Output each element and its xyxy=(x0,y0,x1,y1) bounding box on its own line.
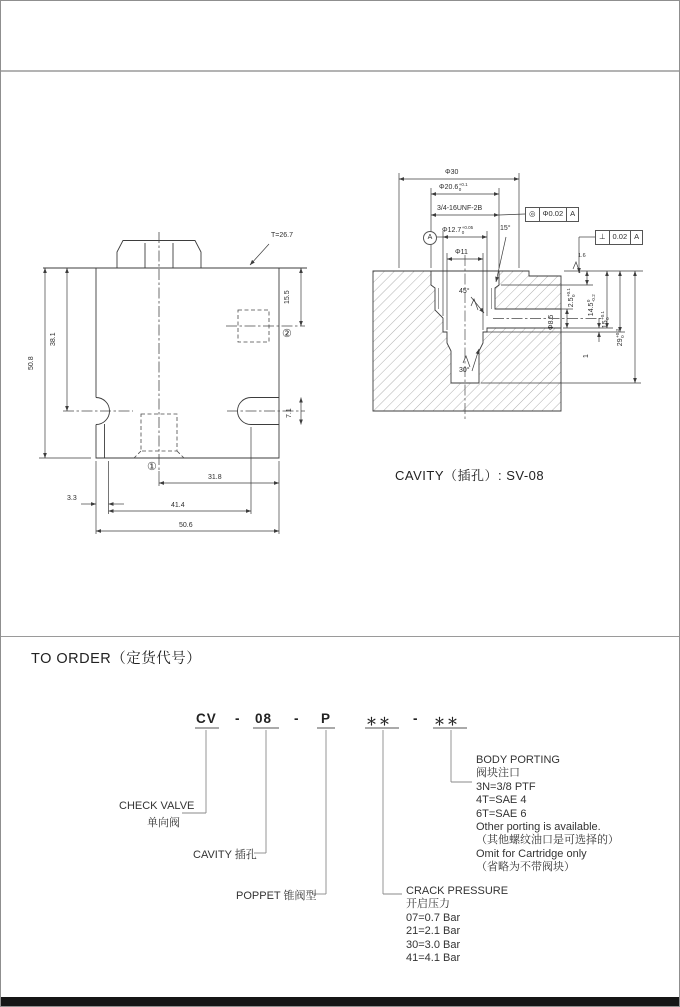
code-08: 08 xyxy=(255,711,273,726)
angle-15: 15° xyxy=(500,225,511,232)
body-porting-title: BODY PORTING xyxy=(476,754,560,766)
dim-38-1: 38.1 xyxy=(50,332,57,346)
concentricity-icon: ◎ xyxy=(529,209,536,218)
check-valve-label-zh: 单向阀 xyxy=(147,817,180,829)
body-porting-option: 4T=SAE 4 xyxy=(476,794,527,807)
torque-label: T=26.7 xyxy=(271,232,293,239)
crack-pressure-option: 30=3.0 Bar xyxy=(406,938,461,951)
body-porting-option: 3N=3/8 PTF xyxy=(476,780,536,793)
dim-50-6: 50.6 xyxy=(179,522,193,529)
dim-15-depth: 15 +0.1 0 xyxy=(599,311,610,329)
body-porting-note: （省略为不带阀块） xyxy=(476,861,575,874)
body-porting-option: 6T=SAE 6 xyxy=(476,807,527,820)
crack-pressure-subtitle: 开启压力 xyxy=(406,898,450,911)
dim-3-3: 3.3 xyxy=(67,495,77,502)
dim-50-8: 50.8 xyxy=(28,356,35,370)
cavity-caption: CAVITY（插孔）: SV-08 xyxy=(395,468,545,483)
dim-d12-7: Φ12.7 +0.05 0 xyxy=(442,225,474,235)
body-porting-note: Omit for Cartridge only xyxy=(476,847,587,860)
crack-pressure-block xyxy=(406,885,508,965)
dim-d8-5: Φ8.5 xyxy=(548,314,555,330)
footer-bar xyxy=(1,997,679,1006)
dim-7-1: 7.1 xyxy=(286,408,293,418)
crack-pressure-option: 21=2.1 Bar xyxy=(406,925,461,938)
dim-thread: 3/4-16UNF-2B xyxy=(437,205,483,212)
roughness-value: 1.6 xyxy=(578,253,586,259)
port1-balloon: ① xyxy=(147,461,157,473)
fcf-concentricity: ◎ Φ0.02 A xyxy=(525,207,579,222)
dim-d11: Φ11 xyxy=(455,249,468,256)
dim-2-5: 2.5 +0.1 0 xyxy=(565,288,576,308)
crack-pressure-title: CRACK PRESSURE xyxy=(406,885,509,897)
valve-dimensions xyxy=(39,244,301,534)
dim-14-5: 14.5 0 -0.2 xyxy=(585,294,596,317)
dim-41-4: 41.4 xyxy=(171,502,185,509)
to-order-heading: TO ORDER（定货代号） xyxy=(31,651,202,667)
dim-31-8: 31.8 xyxy=(208,474,222,481)
dim-15-5: 15.5 xyxy=(284,290,291,304)
body-porting-block xyxy=(476,754,619,875)
check-valve-label-en: CHECK VALVE xyxy=(119,800,195,812)
port2-balloon: ② xyxy=(282,328,292,340)
body-porting-note: （其他螺纹油口是可选择的） xyxy=(476,834,619,847)
perpendicularity-icon: ⊥ xyxy=(599,232,606,241)
code-dash-3: - xyxy=(413,711,419,726)
code-stars-body-porting: ＊＊ xyxy=(434,716,460,728)
valve-body-outline xyxy=(96,268,279,458)
code-dash-1: - xyxy=(235,711,241,726)
section-divider xyxy=(1,636,679,637)
code-p: P xyxy=(321,711,332,726)
cavity-label: CAVITY 插孔 xyxy=(193,849,257,861)
poppet-label: POPPET 锥阀型 xyxy=(236,890,317,902)
body-porting-note: Other porting is available. xyxy=(476,821,601,834)
body-porting-subtitle: 阀块注口 xyxy=(476,767,520,780)
angle-45: 45° xyxy=(459,288,470,295)
angle-30: 30° xyxy=(459,367,470,374)
datum-a-symbol: A xyxy=(423,231,437,245)
dim-d30: Φ30 xyxy=(445,169,459,176)
dim-d20-6: Φ20.6 +0.1 0 xyxy=(439,182,468,192)
crack-pressure-option: 41=4.1 Bar xyxy=(406,952,461,965)
dim-29: 29 +0.3 0 xyxy=(614,329,625,347)
crack-pressure-option: 07=0.7 Bar xyxy=(406,911,461,924)
code-stars-crack-pressure: ＊＊ xyxy=(366,716,392,728)
valve-body-view xyxy=(43,241,307,459)
fcf-perpendicularity: ⊥ 0.02 A xyxy=(595,230,643,245)
code-dash-2: - xyxy=(294,711,300,726)
order-leader-lines xyxy=(182,730,472,894)
code-cv: CV xyxy=(196,711,217,726)
dim-1: 1 xyxy=(583,354,590,358)
